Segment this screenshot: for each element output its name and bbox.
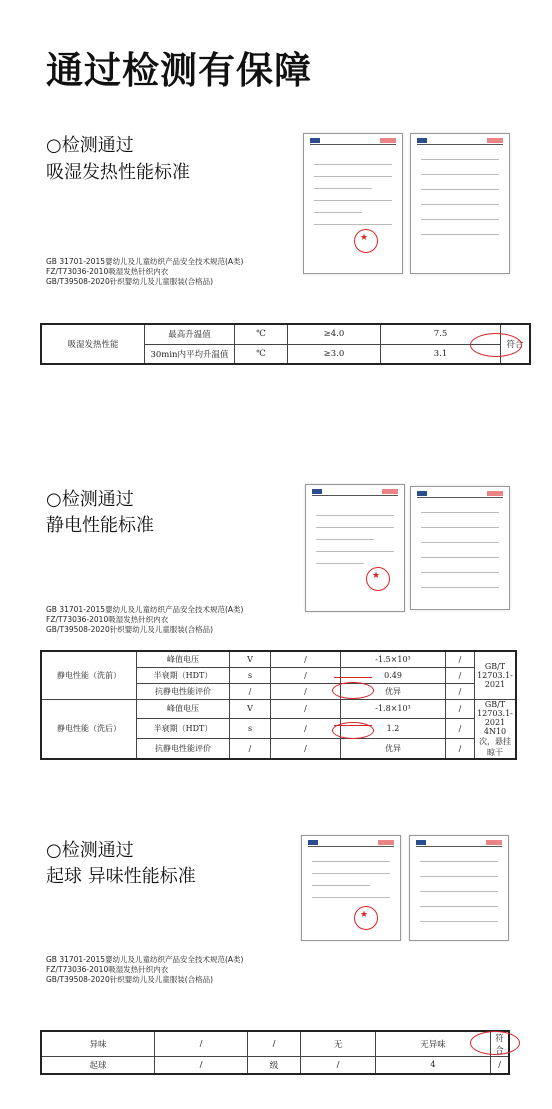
table-cell: /	[271, 667, 341, 683]
table-cell: 半衰期（HDT）	[137, 719, 230, 739]
static-performance-table	[40, 650, 517, 760]
rating-highlight-circle	[332, 722, 374, 739]
section-2-standard-1: GB 31701-2015婴幼儿及儿童纺织产品安全技术规范(A类)	[46, 605, 244, 614]
table-cell: /	[155, 1057, 248, 1074]
table-cell: /	[155, 1031, 248, 1057]
page-title: 通过检测有保障	[46, 49, 312, 92]
section-1-subheading: 吸湿发热性能标准	[46, 162, 190, 183]
table-cell: 最高升温值	[145, 324, 235, 344]
table-cell: 优异	[341, 683, 446, 699]
table-cell: /	[446, 683, 475, 699]
table-cell: /	[271, 719, 341, 739]
hygro-heating-table	[40, 323, 531, 365]
section-1-standard-1: GB 31701-2015婴幼儿及儿童纺织产品安全技术规范(A类)	[46, 257, 244, 266]
table-cell: V	[230, 651, 271, 667]
section-1-standard-3: GB/T39508-2020针织婴幼儿及儿童服装(合格品)	[46, 277, 214, 286]
table-cell: /	[271, 699, 341, 719]
section-1-standard-2: FZ/T73036-2010吸湿发热针织内衣	[46, 267, 169, 276]
table-cell: 7.5	[381, 324, 501, 344]
table-cell: /	[301, 1057, 376, 1074]
table-cell: -1.8×10³	[341, 699, 446, 719]
table-cell: /	[491, 1057, 510, 1074]
table-cell: 1.2	[341, 719, 446, 739]
table-cell: 峰值电压	[137, 651, 230, 667]
table-cell: 优异	[341, 739, 446, 759]
section-2-standard-3: GB/T39508-2020针织婴幼儿及儿童服装(合格品)	[46, 625, 214, 634]
table-cell: 异味	[41, 1031, 155, 1057]
table-cell: 4	[376, 1057, 491, 1074]
pilling-odor-table	[40, 1030, 510, 1075]
table-cell: /	[271, 651, 341, 667]
method-line-2: 4N10次，悬挂晾干	[479, 726, 511, 757]
method-cell: GB/T 12703.1-2021	[475, 651, 517, 699]
table-cell: 抗静电性能评价	[137, 683, 230, 699]
verdict-highlight-circle	[470, 1031, 520, 1055]
table-cell: /	[446, 667, 475, 683]
table-cell: /	[271, 683, 341, 699]
test-report-image-page-2	[410, 133, 510, 274]
table-cell: 起球	[41, 1057, 155, 1074]
verdict-highlight-circle	[470, 333, 522, 357]
table-cell: ≥4.0	[288, 324, 381, 344]
table-cell: /	[230, 683, 271, 699]
section-3-standard-1: GB 31701-2015婴幼儿及儿童纺织产品安全技术规范(A类)	[46, 955, 244, 964]
table-cell: ℃	[235, 344, 288, 364]
rating-highlight-circle	[332, 682, 374, 699]
table-cell: V	[230, 699, 271, 719]
test-report-image-page-2	[409, 835, 509, 941]
table-group-cell: 吸湿发热性能	[41, 324, 145, 364]
table-cell: ≥3.0	[288, 344, 381, 364]
table-cell: 3.1	[381, 344, 501, 364]
table-cell: /	[248, 1031, 301, 1057]
table-cell: 级	[248, 1057, 301, 1074]
section-3-standard-3: GB/T39508-2020针织婴幼儿及儿童服装(合格品)	[46, 975, 214, 984]
table-cell: ℃	[235, 324, 288, 344]
section-3-subheading: 起球 异味性能标准	[46, 866, 196, 887]
table-cell: s	[230, 667, 271, 683]
table-cell: 无	[301, 1031, 376, 1057]
table-group-cell: 静电性能（洗后）	[41, 699, 137, 759]
table-cell: 峰值电压	[137, 699, 230, 719]
section-2-standard-2: FZ/T73036-2010吸湿发热针织内衣	[46, 615, 169, 624]
section-3-heading: ○检测通过	[46, 840, 134, 861]
table-cell: s	[230, 719, 271, 739]
table-cell: /	[446, 699, 475, 719]
table-group-cell: 静电性能（洗前）	[41, 651, 137, 699]
verdict-cell: 符合	[501, 324, 531, 364]
table-cell: -1.5×10³	[341, 651, 446, 667]
table-cell: /	[446, 739, 475, 759]
verdict-cell: 符合	[491, 1031, 510, 1057]
table-cell: 0.49	[341, 667, 446, 683]
section-3-standard-2: FZ/T73036-2010吸湿发热针织内衣	[46, 965, 169, 974]
table-cell: /	[446, 651, 475, 667]
value-underline	[334, 677, 372, 678]
section-1-heading: ○检测通过	[46, 135, 134, 156]
test-report-image-page-1	[301, 835, 401, 941]
table-cell: /	[271, 739, 341, 759]
table-cell: 无异味	[376, 1031, 491, 1057]
test-report-image-page-1	[305, 484, 405, 612]
test-report-image-page-1	[303, 133, 403, 274]
test-report-image-page-2	[410, 486, 510, 610]
table-cell: 30min内平均升温值	[145, 344, 235, 364]
method-cell	[475, 699, 517, 759]
section-2-subheading: 静电性能标准	[46, 515, 154, 536]
method-line-1: GB/T 12703.1-2021	[477, 699, 513, 727]
section-2-heading: ○检测通过	[46, 489, 134, 510]
table-cell: 抗静电性能评价	[137, 739, 230, 759]
table-cell: /	[230, 739, 271, 759]
table-cell: /	[446, 719, 475, 739]
table-cell: 半衰期（HDT）	[137, 667, 230, 683]
